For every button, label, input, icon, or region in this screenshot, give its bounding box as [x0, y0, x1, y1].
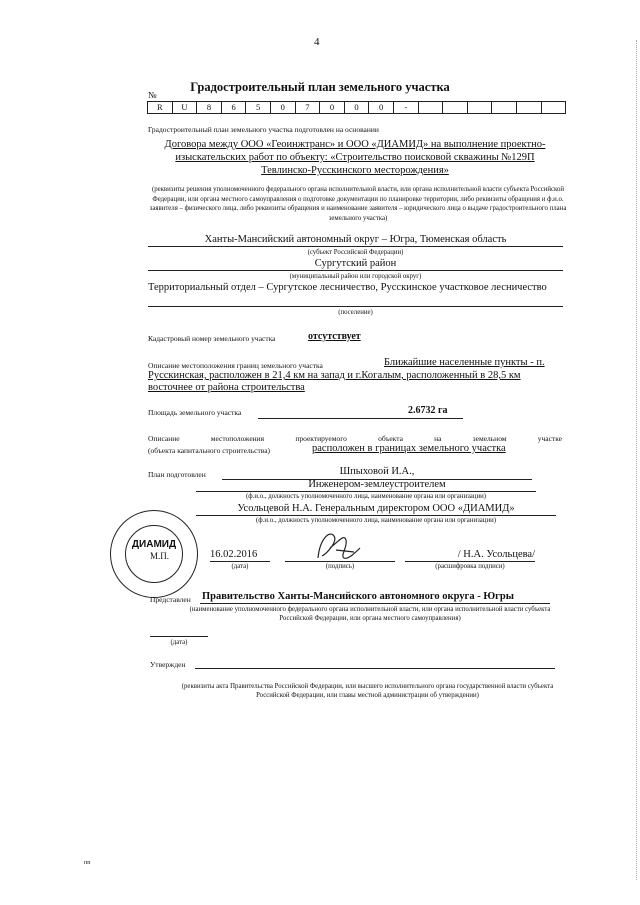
boundaries-value-1: Ближайшие населенные пункты - п. [384, 357, 545, 368]
page-number: 4 [314, 36, 320, 48]
boundaries-value-3: восточнее от района строительства [148, 382, 305, 393]
date-caption: (дата) [231, 563, 249, 570]
stamp-text: ДИАМИД [131, 539, 177, 550]
object-label-2: (объекта капитального строительства) [148, 446, 271, 455]
area-value: 2.6732 га [408, 405, 448, 416]
number-cell: 7 [296, 101, 321, 114]
decode-caption: (расшифровка подписи) [435, 563, 505, 570]
footer-mark: пп [84, 860, 91, 866]
district-caption: (муниципальный район или городской округ) [289, 273, 422, 280]
number-cell [492, 101, 517, 114]
cadastral-label: Кадастровый номер земельного участка [148, 334, 276, 343]
prepared-caption: (ф.и.о., должность уполномоченного лица, наименование органа или организации) [246, 493, 486, 500]
number-cell: 0 [369, 101, 394, 114]
decode-value: / Н.А. Усольцева/ [457, 549, 535, 560]
date-value: 16.02.2016 [210, 549, 258, 560]
number-cell: 0 [271, 101, 296, 114]
prepared-label: План подготовлен [148, 470, 206, 479]
object-label-1: Описание местоположения проектируемого объекта на земельном участке [148, 434, 562, 443]
basis-caption: (реквизиты решения уполномоченного федерального органа исполнительной власти, или органа исполнительной власти субъекта Российской Федерации, или органа местного самоуправления о подготовке документации по планировке территории, либо реквизиты обращения и ф.и.о. заявителя – физического лица, либо реквизиты обращения и наименование заявителя – юридического лица о выдаче градостроительного плана земельного участка) [149, 186, 567, 222]
submitted-label: Представлен [150, 595, 191, 604]
object-value: расположен в границах земельного участка [312, 443, 506, 454]
number-cell: 5 [246, 101, 271, 114]
settlement-value: Территориальный отдел – Сургутское лесничество, Русскинское участковое лесничество [148, 282, 547, 293]
number-cell: 0 [320, 101, 345, 114]
number-label: № [148, 90, 157, 100]
area-label: Площадь земельного участка [148, 408, 242, 417]
signature-icon [300, 528, 370, 564]
approved-caption: (реквизиты акта Правительства Российской Федерации, или высшего исполнительного органа государственной власти субъекта Российской Федерации, или главы местной администрации об утверждении) [181, 683, 554, 699]
prepared-name: Шпыховой И.А., [339, 466, 415, 477]
signature-caption: (подпись) [325, 563, 355, 570]
boundaries-value-2: Русскинская, расположен в 21,4 км на запад и г.Когалым, расположенный в 28,5 км [148, 370, 521, 381]
subject-caption: (субъект Российской Федерации) [307, 249, 404, 256]
number-cell [517, 101, 542, 114]
number-cell: 6 [222, 101, 247, 114]
boundaries-label: Описание местоположения границ земельного участка [148, 361, 323, 370]
number-cell: 0 [345, 101, 370, 114]
plan-number-cells [147, 101, 566, 114]
document-title: Градостроительный план земельного участка [190, 80, 450, 94]
director-value: Усольцевой Н.А. Генеральным директором ООО «ДИАМИД» [237, 503, 515, 514]
prepared-position: Инженером-землеустроителем [308, 479, 446, 490]
approved-label: Утвержден [150, 660, 186, 669]
number-cell [542, 101, 567, 114]
number-cell [468, 101, 493, 114]
number-cell: 8 [197, 101, 222, 114]
date2-caption: (дата) [170, 639, 188, 646]
subject-value: Ханты-Мансийский автономный округ – Югра, Тюменская область [204, 234, 507, 245]
district-value: Сургутский район [314, 258, 397, 269]
number-cell [419, 101, 444, 114]
mp-label: М.П. [150, 551, 170, 561]
number-cell: U [173, 101, 198, 114]
number-cell: R [148, 101, 173, 114]
submitted-caption: (наименование уполномоченного федерального органа исполнительной власти, или органа исполнительной власти субъекта Российской Федерации, или органа местного самоуправления) [189, 606, 551, 622]
number-cell [443, 101, 468, 114]
cadastral-value: отсутствует [308, 331, 361, 342]
basis-label: Градостроительный план земельного участка подготовлен на основании [148, 125, 379, 134]
settlement-caption: (поселение) [338, 309, 373, 316]
basis-text: Договора между ООО «Геоинжтранс» и ООО «ДИАМИД» на выполнение проектно-изыскательских работ по объекту: «Строительство поисковой скважины №129П Тевлинско-Русскинского месторождения» [164, 139, 546, 176]
number-cell: - [394, 101, 419, 114]
director-caption: (ф.и.о., должность уполномоченного лица, наименование органа или организации) [256, 517, 496, 524]
submitted-value: Правительство Ханты-Мансийского автономного округа - Югры [202, 591, 514, 602]
scan-edge [635, 40, 637, 880]
